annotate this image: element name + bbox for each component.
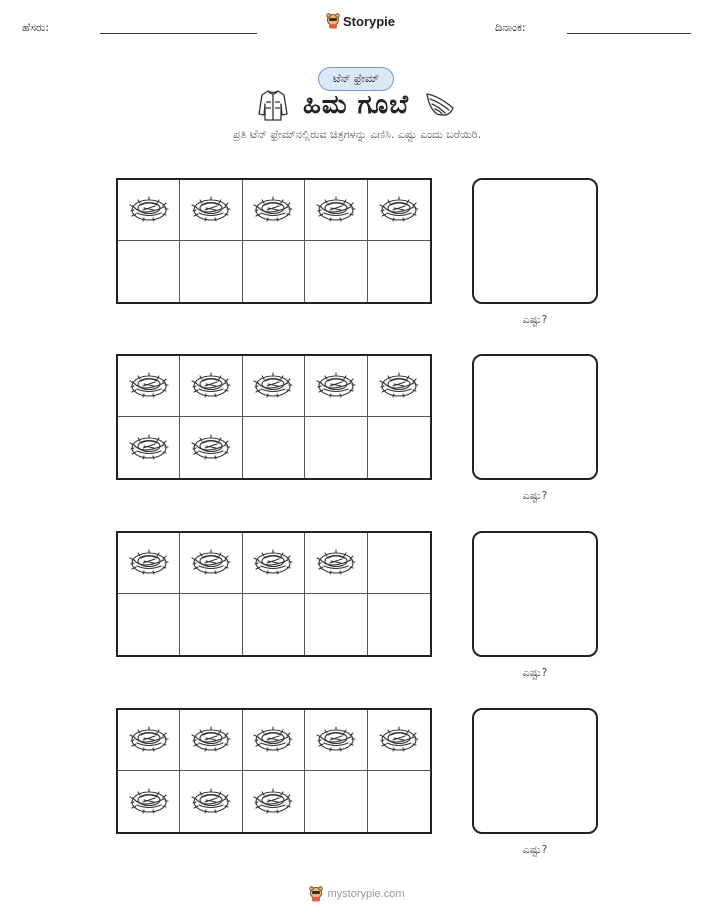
ten-frame-cell bbox=[305, 594, 367, 655]
nest-icon bbox=[252, 191, 294, 229]
topic-pill-label: ಟೆನ್ ಫ್ರೇಮ್ bbox=[333, 72, 379, 85]
ten-frame-cell bbox=[118, 710, 180, 771]
nest-icon bbox=[128, 367, 170, 405]
ten-frame-cell bbox=[118, 771, 180, 832]
ten-frame-cell bbox=[368, 771, 430, 832]
name-label: ಹೆಸರು: bbox=[22, 21, 49, 34]
nest-icon bbox=[252, 367, 294, 405]
nest-icon bbox=[128, 783, 170, 821]
ten-frame-cell bbox=[180, 710, 242, 771]
ten-frame-cell bbox=[305, 356, 367, 417]
title-row bbox=[0, 88, 714, 122]
ten-frame-cell bbox=[368, 710, 430, 771]
name-line[interactable] bbox=[100, 33, 257, 34]
footer-url[interactable]: mystorypie.com bbox=[327, 888, 405, 900]
ten-frame-cell bbox=[118, 241, 180, 302]
ten-frame-cell bbox=[118, 180, 180, 241]
nest-icon bbox=[378, 367, 420, 405]
nest-icon bbox=[252, 783, 294, 821]
ten-frame-cell bbox=[243, 241, 305, 302]
ten-frame bbox=[116, 708, 432, 834]
ten-frame-cell bbox=[180, 417, 242, 478]
ten-frame-cell bbox=[180, 533, 242, 594]
nest-icon bbox=[315, 544, 357, 582]
nest-icon bbox=[190, 721, 232, 759]
ten-frame bbox=[116, 531, 432, 657]
nest-icon bbox=[190, 191, 232, 229]
date-line[interactable] bbox=[567, 33, 691, 34]
ten-frame-cell bbox=[243, 533, 305, 594]
answer-box[interactable] bbox=[472, 354, 598, 480]
jacket-icon bbox=[257, 88, 289, 122]
ten-frame-cell bbox=[180, 180, 242, 241]
storypie-mascot-icon bbox=[326, 13, 340, 29]
nest-icon bbox=[378, 721, 420, 759]
ten-frame-cell bbox=[305, 710, 367, 771]
nest-icon bbox=[190, 783, 232, 821]
instruction-text: ಪ್ರತಿ ಟೆನ್ ಫ್ರೇಮ್‌ನಲ್ಲಿರುವ ಚಿತ್ರಗಳನ್ನು ಎಣಿಸಿ. ಎಷ್ಟು ಎಂದು ಬರೆಯಿರಿ. bbox=[232, 128, 482, 141]
page-title: ಹಿಮ ಗೂಬೆ bbox=[302, 89, 410, 120]
nest-icon bbox=[252, 721, 294, 759]
brand-logo bbox=[326, 13, 395, 29]
ten-frame-cell bbox=[180, 594, 242, 655]
nest-icon bbox=[190, 367, 232, 405]
date-label: ದಿನಾಂಕ: bbox=[495, 21, 526, 34]
ten-frame-cell bbox=[243, 180, 305, 241]
ten-frame bbox=[116, 178, 432, 304]
ten-frame-cell bbox=[305, 771, 367, 832]
how-many-label: ಎಷ್ಟು? bbox=[522, 313, 548, 326]
ten-frame-cell bbox=[118, 356, 180, 417]
answer-box[interactable] bbox=[472, 708, 598, 834]
ten-frame-cell bbox=[368, 356, 430, 417]
nest-icon bbox=[128, 191, 170, 229]
ten-frame-cell bbox=[180, 241, 242, 302]
footer bbox=[0, 886, 714, 902]
how-many-label: ಎಷ್ಟು? bbox=[522, 489, 548, 502]
ten-frame-cell bbox=[305, 180, 367, 241]
nest-icon bbox=[128, 721, 170, 759]
ten-frame-cell bbox=[180, 356, 242, 417]
ten-frame-cell bbox=[118, 417, 180, 478]
wing-icon bbox=[423, 88, 457, 122]
nest-icon bbox=[190, 544, 232, 582]
nest-icon bbox=[378, 191, 420, 229]
ten-frame-cell bbox=[118, 533, 180, 594]
how-many-label: ಎಷ್ಟು? bbox=[522, 666, 548, 679]
answer-box[interactable] bbox=[472, 178, 598, 304]
nest-icon bbox=[315, 191, 357, 229]
ten-frame-cell bbox=[243, 594, 305, 655]
ten-frame-cell bbox=[305, 417, 367, 478]
ten-frame-cell bbox=[243, 417, 305, 478]
ten-frame-cell bbox=[243, 710, 305, 771]
how-many-label: ಎಷ್ಟು? bbox=[522, 843, 548, 856]
ten-frame-cell bbox=[368, 533, 430, 594]
nest-icon bbox=[190, 429, 232, 467]
ten-frame-cell bbox=[368, 241, 430, 302]
storypie-mascot-icon bbox=[309, 886, 323, 902]
ten-frame-cell bbox=[368, 180, 430, 241]
ten-frame-cell bbox=[368, 417, 430, 478]
ten-frame-cell bbox=[243, 771, 305, 832]
ten-frame-cell bbox=[305, 241, 367, 302]
nest-icon bbox=[128, 429, 170, 467]
ten-frame-cell bbox=[243, 356, 305, 417]
answer-box[interactable] bbox=[472, 531, 598, 657]
ten-frame-cell bbox=[305, 533, 367, 594]
nest-icon bbox=[252, 544, 294, 582]
nest-icon bbox=[315, 721, 357, 759]
nest-icon bbox=[128, 544, 170, 582]
ten-frame bbox=[116, 354, 432, 480]
ten-frame-cell bbox=[368, 594, 430, 655]
ten-frame-cell bbox=[118, 594, 180, 655]
brand-name: Storypie bbox=[343, 13, 396, 29]
nest-icon bbox=[315, 367, 357, 405]
ten-frame-cell bbox=[180, 771, 242, 832]
